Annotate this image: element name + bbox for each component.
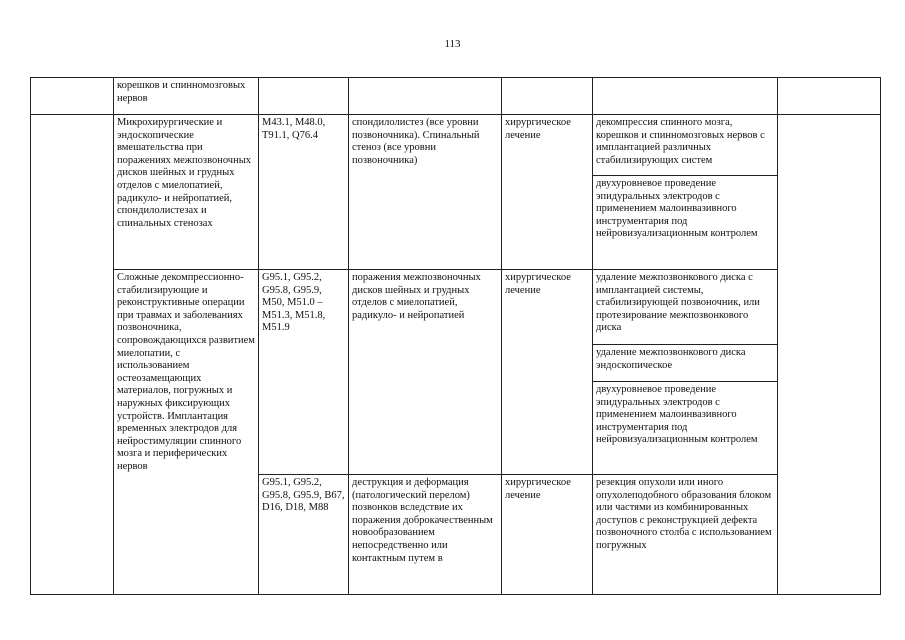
medical-care-table <box>30 77 881 595</box>
treatment-method: двухуровневое проведение эпидуральных электродов с применением малоинвазивного инструментария под нейровизуализационным контролем <box>596 384 758 446</box>
model-cell <box>349 115 502 270</box>
table-row <box>31 115 881 176</box>
treatment-method: резекция опухоли или иного опухолеподобного образования блоком или частями из комбинированных доступов с реконструкцией дефекта позвоночного столба с использованием погружных <box>596 477 772 551</box>
model-cell <box>349 475 502 595</box>
procedure-name: Микрохирургические и эндоскопические вмешательства при поражениях межпозвоночных дисков шейных и грудных отделов с миелопатией, радикуло- и нейропатией, спондилолистезах и спинальных стенозах <box>117 117 252 229</box>
patient-model: спондилолистез (все уровни позвоночника). Спинальный стеноз (все уровни позвоночника) <box>352 117 480 166</box>
treatment-type: хирургическое лечение <box>505 117 571 141</box>
method-cell <box>593 475 778 595</box>
treatment-type: хирургическое лечение <box>505 477 571 501</box>
method-cell <box>593 345 778 382</box>
table-row <box>31 270 881 345</box>
treatment-method: удаление межпозвонкового диска эндоскопическое <box>596 347 746 371</box>
treatment-method: удаление межпозвонкового диска с имплантацией системы, стабилизирующей позвоночник, или протезирование межпозвонкового диска <box>596 272 760 334</box>
table-row <box>31 78 881 115</box>
codes-cell <box>259 78 349 115</box>
procedure-name-cell <box>114 78 259 115</box>
model-cell <box>349 270 502 475</box>
codes-cell <box>259 475 349 595</box>
codes-cell <box>259 115 349 270</box>
diagnosis-codes: G95.1, G95.2, G95.8, G95.9, B67, D16, D18, M88 <box>262 477 345 514</box>
method-cell <box>593 270 778 345</box>
treatment-method: двухуровневое проведение эпидуральных электродов с применением малоинвазивного инструментария под нейровизуализационным контролем <box>596 178 758 240</box>
treatment-method: декомпрессия спинного мозга, корешков и спинномозговых нервов с имплантацией различных стабилизирующих систем <box>596 117 765 166</box>
cost-cell <box>778 115 881 595</box>
patient-model: деструкция и деформация (патологический перелом) позвонков вследствие их поражения доброкачественным новообразованием непосредственно или контактным путем в <box>352 477 493 564</box>
diagnosis-codes: G95.1, G95.2, G95.8, G95.9, M50, M51.0 – M51.3, M51.8, M51.9 <box>262 272 326 334</box>
procedure-name: корешков и спинномозговых нервов <box>117 80 246 104</box>
method-cell <box>593 115 778 176</box>
number-cell <box>31 78 114 115</box>
cost-cell <box>778 78 881 115</box>
diagnosis-codes: M43.1, M48.0, T91.1, Q76.4 <box>262 117 326 141</box>
method-cell <box>593 176 778 270</box>
model-cell <box>349 78 502 115</box>
procedure-name-cell <box>114 115 259 270</box>
method-cell <box>593 78 778 115</box>
codes-cell <box>259 270 349 475</box>
treatment-type: хирургическое лечение <box>505 272 571 296</box>
procedure-name: Сложные декомпрессионно-стабилизирующие и реконструктивные операции при травмах и заболеваниях позвоночника, сопровождающихся развитием миелопатии, с использованием остеозамещающих материалов, погружных и наружных фиксирующих устройств. Имплантация временных электродов для нейростимуляции спинного мозга и периферических нервов <box>117 272 255 472</box>
treatment-cell <box>502 270 593 475</box>
patient-model: поражения межпозвоночных дисков шейных и грудных отделов с миелопатией, радикуло- и нейропатией <box>352 272 481 321</box>
treatment-cell <box>502 475 593 595</box>
treatment-cell <box>502 78 593 115</box>
procedure-name-cell <box>114 270 259 595</box>
method-cell <box>593 382 778 475</box>
treatment-cell <box>502 115 593 270</box>
page-number: 113 <box>444 38 461 50</box>
number-cell <box>31 115 114 595</box>
